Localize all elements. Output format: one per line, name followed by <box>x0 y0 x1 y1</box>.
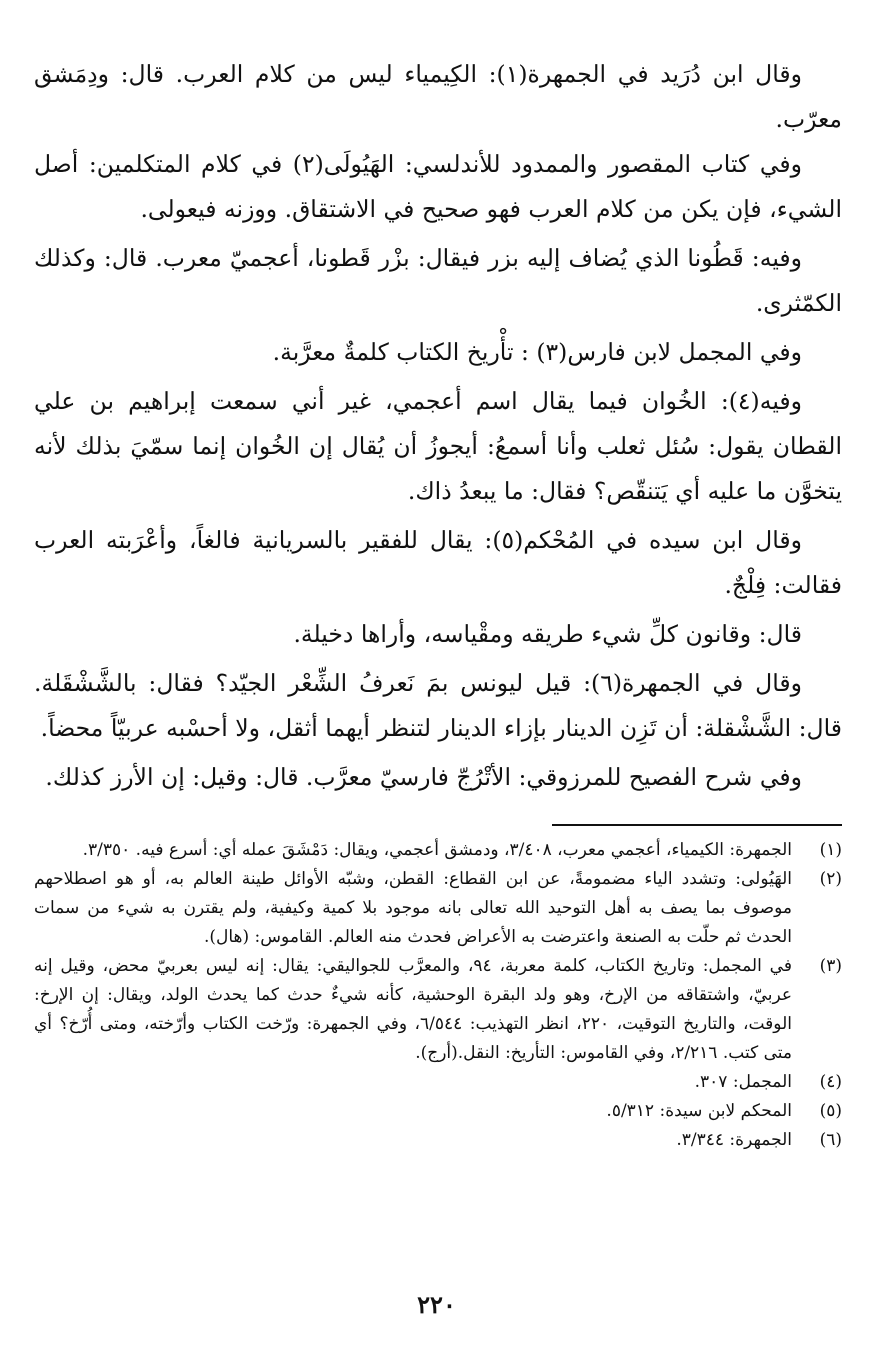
page-body <box>34 52 842 1155</box>
page-number: ٢٢٠ <box>417 1290 456 1319</box>
footnote-text: في المجمل: وتاريخ الكتاب، كلمة معربة، ٩٤، والمعرَّب للجواليقي: يقال: إنه ليس بعربيّ محض، وقيل إنه عربيّ، واشتقاقه من الإرخ، وهو ولد البقرة الوحشية، كأنه شيءٌ حدث كما يحدث الولد، ويقال: إن الإرخ: الوقت، والتاريخ التوقيت، ٢٢٠، انظر التهذيب: ٦/٥٤٤، وفي الجمهرة: ورّخت الكتاب وأرّخته، ومتى أُرّخ؟ أي متى كتب. ٢/٢١٦، وفي القاموس: التأريخ: النقل.(أرج). <box>34 956 792 1063</box>
paragraph-3: وفيه: قَطُونا الذي يُضاف إليه بزر فيقال: بزْر قَطونا، أعجميّ معرب. قال: وكذلك الكمّثرى. <box>34 244 842 317</box>
footnote-number: (٥) <box>819 1101 842 1121</box>
footnote-5 <box>34 1097 842 1126</box>
footnote-text: المجمل: ٣٠٧. <box>694 1072 792 1092</box>
paragraph-7: قال: وقانون كلِّ شيء طريقه ومقْياسه، وأراها دخيلة. <box>293 620 802 648</box>
footnotes <box>34 836 842 1155</box>
footnote-text: المحكم لابن سيدة: ٥/٣١٢. <box>606 1101 792 1121</box>
footnote-number: (٢) <box>819 869 842 889</box>
paragraph-2: وفي كتاب المقصور والممدود للأندلسي: الهَيُولَى(٢) في كلام المتكلمين: أصل الشيء، فإن يكن من كلام العرب فهو صحيح في الاشتقاق. ووزنه فيعولى. <box>34 150 842 223</box>
main-text <box>34 52 842 800</box>
paragraph-5: وفيه(٤): الخُوان فيما يقال اسم أعجمي، غير أني سمعت إبراهيم بن علي القطان يقول: سُئل ثعلب وأنا أسمعُ: أيجوزُ أن يُقال إن الخُوان إنما سمّيَ بذلك لأنه يتخوَّن ما عليه أي يَتنقّص؟ فقال: ما يبعدُ ذاك. <box>34 387 842 505</box>
paragraph-1: وقال ابن دُرَيد في الجمهرة(١): الكِيمياء ليس من كلام العرب. قال: ودِمَشق معرّب. <box>34 60 842 133</box>
footnote-6 <box>34 1126 842 1155</box>
footnote-number: (٤) <box>819 1072 842 1092</box>
footnote-4 <box>34 1068 842 1097</box>
footnote-3 <box>34 952 842 1068</box>
footnote-text: الهَيُولى: وتشدد الياء مضمومةً، عن ابن القطاع: القطن، وشبّه الأوائل طينة العالم به، أو هو اصطلاحهم موصوف بما يصف به أهل التوحيد الله تعالى بانه موجود بلا كمية وكيفية، ولم يقترن به شيء من سمات الحدث ثم حلّت به الصنعة واعترضت به الأعراض فحدث منه العالم. القاموس: (هال). <box>34 869 792 947</box>
footnote-number: (٦) <box>819 1130 842 1150</box>
paragraph-8: وقال في الجمهرة(٦): قيل ليونس بمَ نَعرفُ الشِّعْر الجيّد؟ فقال: بالشَّشْقَلة. قال: الشَّشْقلة: أن تَزِن الدينار بإزاء الدينار لتنظر أيهما أثقل، ولا أحسْبه عربيّاً محضاً. <box>34 669 842 742</box>
footnote-text: الجمهرة: ٣/٣٤٤. <box>676 1130 792 1150</box>
footnote-number: (٣) <box>819 956 842 976</box>
paragraph-4: وفي المجمل لابن فارس(٣) : تأْريخ الكتاب كلمةٌ معرَّبة. <box>272 338 802 366</box>
footnote-2 <box>34 865 842 952</box>
paragraph-6: وقال ابن سيده في المُحْكم(٥): يقال للفقير بالسريانية فالغاً، وأعْرَبته العرب فقالت: فِلْجٌ. <box>34 526 842 599</box>
footnote-divider <box>552 824 842 826</box>
footnote-text: الجمهرة: الكيمياء، أعجمي معرب، ٣/٤٠٨، ودمشق أعجمي، ويقال: دَمْشَقَ عمله أي: أسرع فيه. ٣/٣٥٠. <box>82 840 792 860</box>
footnote-1 <box>34 836 842 865</box>
footnote-number: (١) <box>819 840 842 860</box>
paragraph-9: وفي شرح الفصيح للمرزوقي: الأتْرُجّ فارسيّ معرَّب. قال: وقيل: إن الأرز كذلك. <box>45 763 802 791</box>
